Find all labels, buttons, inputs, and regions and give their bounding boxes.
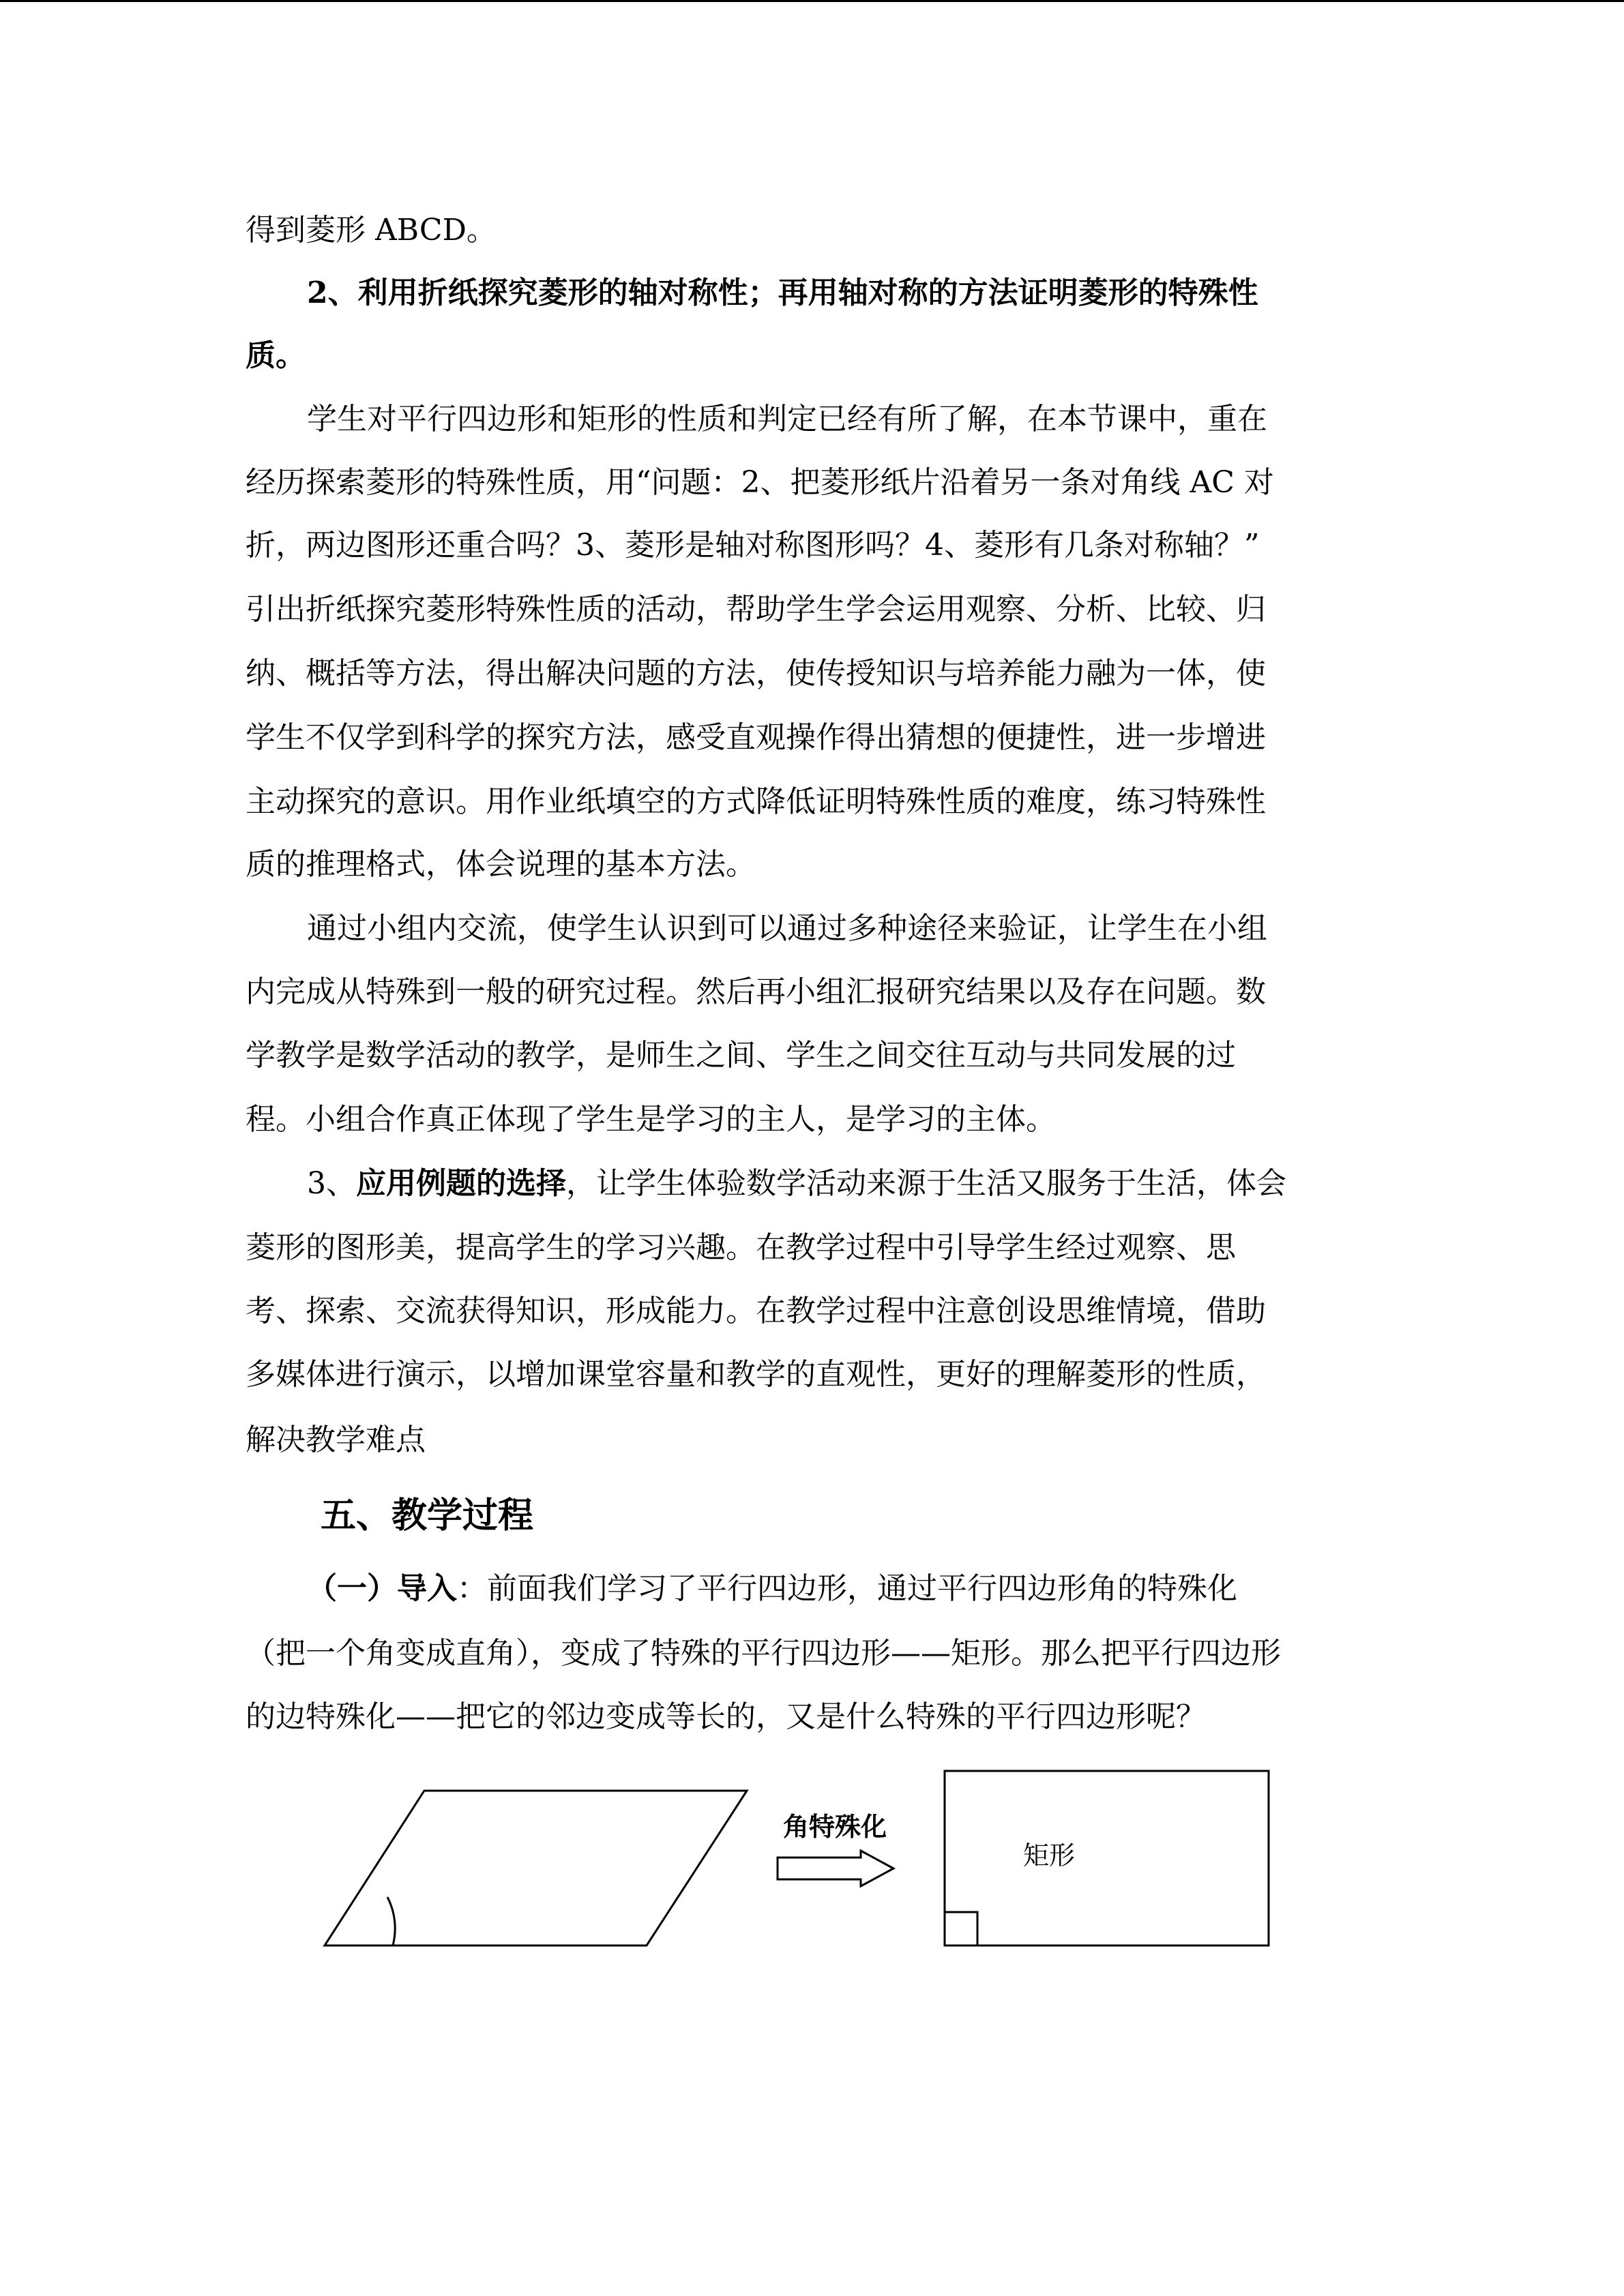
item-number: 3、 bbox=[307, 1166, 356, 1201]
text-line: 学生对平行四边形和矩形的性质和判定已经有所了解，在本节课中，重在 bbox=[307, 402, 1267, 436]
text-line: （把一个角变成直角），变成了特殊的平行四边形——矩形。那么把平行四边形 bbox=[246, 1636, 1281, 1671]
bold-phrase: 应用例题的选择 bbox=[356, 1166, 566, 1201]
text-line: 学生不仅学到科学的探究方法，感受直观操作得出猜想的便捷性，进一步增进 bbox=[246, 720, 1266, 755]
right-angle-mark bbox=[945, 1912, 977, 1945]
text-line: 质的推理格式，体会说理的基本方法。 bbox=[246, 847, 756, 882]
text-line: 的边特殊化——把它的邻边变成等长的，又是什么特殊的平行四边形呢？ bbox=[246, 1699, 1206, 1734]
text-line: 主动探究的意识。用作业纸填空的方式降低证明特殊性质的难度，练习特殊性 bbox=[246, 784, 1266, 819]
bold-phrase: （一）导入 bbox=[307, 1571, 457, 1606]
section-heading: 五、教学过程 bbox=[321, 1495, 534, 1536]
hollow-arrow-icon bbox=[778, 1851, 894, 1886]
text-line: 学教学是数学活动的教学，是师生之间、学生之间交往互动与共同发展的过 bbox=[246, 1038, 1236, 1073]
parallelogram-shape bbox=[325, 1791, 747, 1945]
text-line: 引出折纸探究菱形特殊性质的活动，帮助学生学会运用观察、分析、比较、归 bbox=[246, 592, 1266, 627]
text-line: 通过小组内交流，使学生认识到可以通过多种途径来验证，让学生在小组 bbox=[307, 911, 1267, 946]
line-remainder: ，让学生体验数学活动来源于生活又服务于生活，体会 bbox=[566, 1166, 1286, 1201]
rectangle-shape bbox=[945, 1771, 1269, 1945]
line-remainder: ：前面我们学习了平行四边形，通过平行四边形角的特殊化 bbox=[457, 1571, 1237, 1606]
text-line: 程。小组合作真正体现了学生是学习的主人，是学习的主体。 bbox=[246, 1102, 1056, 1137]
text-line-bold: 2、利用折纸探究菱形的轴对称性；再用轴对称的方法证明菱形的特殊性 bbox=[307, 275, 1258, 310]
text-line: 折，两边图形还重合吗？3、菱形是轴对称图形吗？4、菱形有几条对称轴？” bbox=[246, 528, 1260, 563]
text-line: 多媒体进行演示，以增加课堂容量和教学的直观性，更好的理解菱形的性质， bbox=[246, 1357, 1266, 1392]
text-line: 内完成从特殊到一般的研究过程。然后再小组汇报研究结果以及存在问题。数 bbox=[246, 974, 1266, 1009]
text-line-bold: 质。 bbox=[246, 338, 306, 373]
arrow-label: 角特殊化 bbox=[783, 1811, 887, 1842]
text-line: 菱形的图形美，提高学生的学习兴趣。在教学过程中引导学生经过观察、思 bbox=[246, 1230, 1236, 1265]
angle-mark bbox=[387, 1897, 395, 1945]
text-line: 纳、概括等方法，得出解决问题的方法，使传授知识与培养能力融为一体，使 bbox=[246, 656, 1266, 691]
text-line: 得到菱形 ABCD。 bbox=[246, 213, 497, 248]
text-line: 考、探索、交流获得知识，形成能力。在教学过程中注意创设思维情境，借助 bbox=[246, 1294, 1266, 1328]
text-line: 经历探索菱形的特殊性质，用“问题：2、把菱形纸片沿着另一条对角线 AC 对 bbox=[246, 465, 1274, 500]
rectangle-label: 矩形 bbox=[1023, 1840, 1076, 1870]
text-line: 解决教学难点 bbox=[246, 1422, 426, 1457]
